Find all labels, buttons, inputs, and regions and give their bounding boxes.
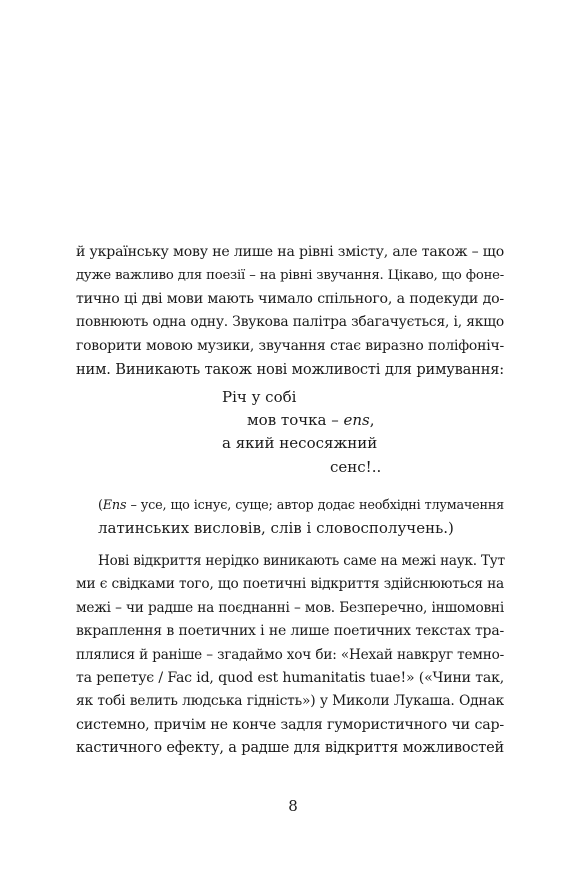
poem-line-2-text: мов точка – (247, 411, 344, 429)
paragraph-2-line: системно, причім не конче задля гумористичного чи сар- (76, 716, 504, 733)
paragraph-2-line: Нові відкриття нерідко виникають саме на межі наук. Тут (98, 553, 505, 569)
note-term: Ens (102, 498, 127, 513)
paragraph-2-line: кастичного ефекту, а радше для відкриття можливостей (76, 740, 504, 757)
paragraph-2-line: як тобі велить людська гідність») у Миколи Лукаша. Однак (76, 693, 504, 710)
paragraph-1-line: дуже важливо для поезії – на рівні звучання. Цікаво, що фоне- (76, 268, 504, 284)
paragraph-1-line: говорити мовою музики, звучання стає виразно поліфоніч- (76, 337, 504, 354)
note-line-2: латинських висловів, слів і словосполучень.) (98, 519, 454, 538)
paragraph-2-line: вкраплення в поетичних і не лише поетичних текстах тра- (76, 623, 504, 640)
paragraph-2-line: та репетує / Fac id, quod est humanitatis tuae!» («Чини так, (76, 669, 504, 686)
paragraph-1 (76, 241, 504, 381)
paragraph-2-line: ми є свідками того, що поетичні відкриття здійснюються на (76, 576, 504, 593)
paragraph-2-line: межі – чи радше на поєднанні – мов. Безперечно, іншомовні (76, 599, 504, 616)
paragraph-1-line: тично ці дві мови мають чимало спільного, а подекуди до- (76, 290, 504, 307)
explanatory-note (98, 494, 504, 541)
paragraph-2 (76, 550, 504, 761)
paragraph-1-line: й українську мову не лише на рівні змісту, але також – що (76, 244, 504, 260)
poem-line-4: сенс!.. (330, 458, 382, 476)
note-line-1 (98, 494, 504, 517)
poem-line-2 (247, 409, 375, 432)
poem-line-3: а який несосяжний (222, 434, 378, 452)
poem-line-2-end: , (369, 411, 375, 429)
paragraph-2-line: плялися й раніше – згадаймо хоч би: «Нехай навкруг темно- (76, 646, 504, 663)
poem-line-2-latin: ens (343, 411, 370, 429)
poem-line-1: Річ у собі (222, 388, 297, 406)
paragraph-1-line: повнюють одна одну. Звукова палітра збагачується, і, якщо (76, 314, 504, 331)
paragraph-1-line: ним. Виникають також нові можливості для римування: (76, 360, 504, 378)
page-number: 8 (288, 797, 298, 815)
note-rest: – усе, що існує, суще; автор додає необхідні тлумачення (126, 498, 504, 513)
note-open-paren: ( (98, 498, 103, 513)
